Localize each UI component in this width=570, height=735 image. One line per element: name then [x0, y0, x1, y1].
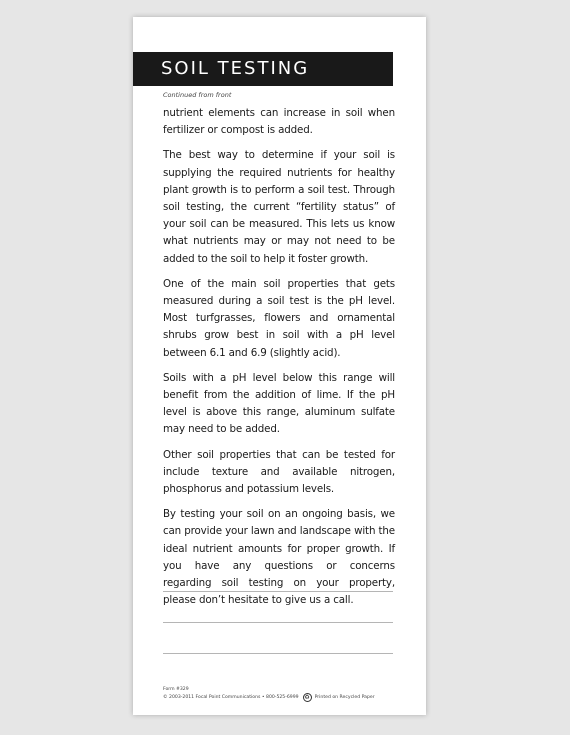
page-title: SOIL TESTING [161, 58, 310, 79]
paragraph: One of the main soil properties that gets measured during a soil test is the pH level. Most turfgrasses, flowers and ornamental shrubs grow best in soil with a pH level between 6.1 and 6.9 (slightly acid). [163, 277, 395, 359]
paragraph: nutrient elements can increase in soil when fertilizer or compost is added. [163, 107, 395, 137]
paragraph: The best way to determine if your soil is supplying the required nutrients for healthy plant growth is to perform a soil test. Through soil testing, the current “fertility status” of your soil can be measured. This lets us know what nutrients may or may not need to be added to the soil to help it foster growth. [163, 149, 395, 265]
copyright-text: © 2003-2011 Focal Point Communications • 800-525-6999 [163, 695, 299, 700]
footer [163, 686, 398, 702]
paragraph: By testing your soil on an ongoing basis, we can provide your lawn and landscape with the ideal nutrient amounts for proper growth. If you have any questions or concerns regarding soil testing on your property, please don’t hesitate to give us a call. [163, 508, 395, 607]
continued-note: Continued from front [163, 91, 232, 99]
document-card [133, 17, 426, 715]
paragraph: Other soil properties that can be tested for include texture and available nitrogen, phosphorus and potassium levels. [163, 448, 395, 496]
recycle-icon: ♻ [304, 693, 310, 701]
form-number: Form #329 [163, 687, 189, 692]
recycled-paper-text: Printed on Recycled Paper [314, 695, 375, 700]
paragraph: Soils with a pH level below this range will benefit from the addition of lime. If the pH level is above this range, aluminum sulfate may need to be added. [163, 371, 395, 436]
write-in-line [163, 591, 393, 592]
footer-row [163, 693, 398, 702]
write-in-line [163, 622, 393, 623]
write-in-line [163, 653, 393, 654]
body-text [163, 105, 395, 617]
title-bar [133, 52, 393, 86]
